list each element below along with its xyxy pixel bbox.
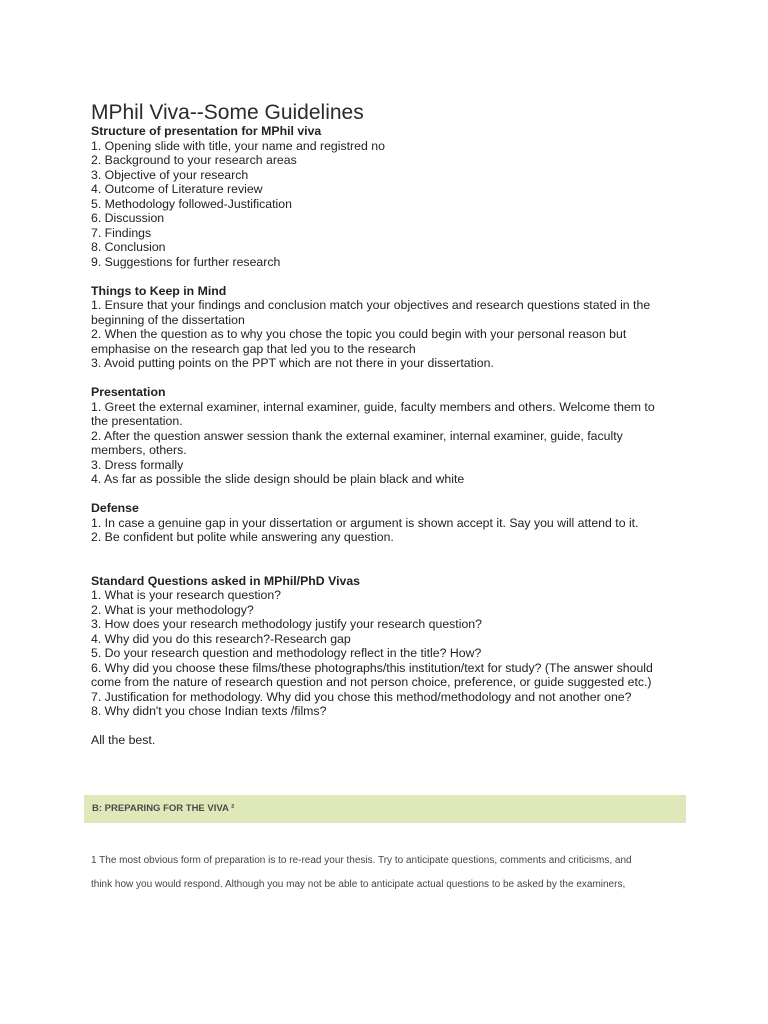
structure-item: 2. Background to your research areas	[91, 153, 297, 167]
questions-section	[91, 574, 691, 719]
question-line: 4. Why did you do this research?-Research gap	[91, 631, 351, 646]
questions-heading: Standard Questions asked in MPhil/PhD Vivas	[91, 573, 361, 588]
defense-line: 1. In case a genuine gap in your dissertation or argument is shown accept it. Say you will attend to it.	[91, 515, 639, 530]
presentation-line: members, others.	[91, 443, 187, 457]
presentation-section	[91, 385, 691, 487]
spacer	[91, 487, 691, 502]
structure-item: 4. Outcome of Literature review	[91, 182, 263, 196]
keep-in-mind-section	[91, 284, 691, 371]
structure-item: 3. Objective of your research	[91, 167, 249, 182]
presentation-line: 1. Greet the external examiner, internal examiner, guide, faculty members and others. Welcome them to	[91, 399, 655, 414]
spacer	[91, 545, 691, 560]
keep-in-mind-heading: Things to Keep in Mind	[91, 283, 227, 298]
keep-in-mind-line: 2. When the question as to why you chose the topic you could begin with your personal reason but	[91, 327, 627, 341]
presentation-heading: Presentation	[91, 385, 166, 399]
question-line: 1. What is your research question?	[91, 588, 282, 602]
closing-line: All the best.	[91, 733, 156, 747]
structure-item: 7. Findings	[91, 225, 152, 240]
structure-item: 5. Methodology followed-Justification	[91, 196, 292, 211]
presentation-line: the presentation.	[91, 414, 183, 428]
section-banner	[84, 795, 686, 823]
question-line: 5. Do your research question and methodology reflect in the title? How?	[91, 646, 482, 660]
question-line: 7. Justification for methodology. Why did you chose this method/methodology and not another one?	[91, 689, 632, 704]
structure-section	[91, 124, 691, 269]
question-line: 8. Why didn't you chose Indian texts /films?	[91, 704, 327, 718]
question-line: 2. What is your methodology?	[91, 602, 254, 617]
presentation-line: 4. As far as possible the slide design should be plain black and white	[91, 472, 465, 486]
structure-item: 8. Conclusion	[91, 240, 166, 254]
spacer	[91, 371, 691, 386]
defense-line: 2. Be confident but polite while answering any question.	[91, 530, 394, 544]
page-title: MPhil Viva--Some Guidelines	[91, 101, 364, 124]
spacer	[91, 719, 691, 734]
keep-in-mind-line: beginning of the dissertation	[91, 312, 245, 327]
keep-in-mind-line: emphasise on the research gap that led you to the research	[91, 341, 416, 356]
keep-in-mind-line: 1. Ensure that your findings and conclusion match your objectives and research questions stated in the	[91, 298, 651, 312]
note-line: 1 The most obvious form of preparation is to re-read your thesis. Try to anticipate questions, comments and criticisms, and	[91, 855, 632, 866]
question-line: 3. How does your research methodology justify your research question?	[91, 617, 482, 631]
spacer	[91, 269, 691, 284]
question-line: come from the nature of research question and not person choice, preference, or guide suggested etc.)	[91, 675, 652, 689]
structure-item: 6. Discussion	[91, 211, 165, 225]
presentation-line: 2. After the question answer session thank the external examiner, internal examiner, guide, faculty	[91, 428, 623, 443]
defense-heading: Defense	[91, 501, 139, 515]
structure-heading: Structure of presentation for MPhil viva	[91, 124, 322, 138]
spacer	[91, 559, 691, 574]
keep-in-mind-line: 3. Avoid putting points on the PPT which are not there in your dissertation.	[91, 356, 494, 370]
document-body	[91, 124, 691, 748]
defense-section	[91, 501, 691, 545]
question-line: 6. Why did you choose these films/these photographs/this institution/text for study? (The answer should	[91, 660, 653, 675]
note-line: think how you would respond. Although you may not be able to anticipate actual questions to be asked by the examiners,	[91, 879, 626, 890]
structure-item: 1. Opening slide with title, your name and registred no	[91, 138, 385, 153]
banner-title: B: PREPARING FOR THE VIVA ²	[92, 803, 235, 814]
structure-item: 9. Suggestions for further research	[91, 254, 281, 269]
presentation-line: 3. Dress formally	[91, 457, 184, 472]
